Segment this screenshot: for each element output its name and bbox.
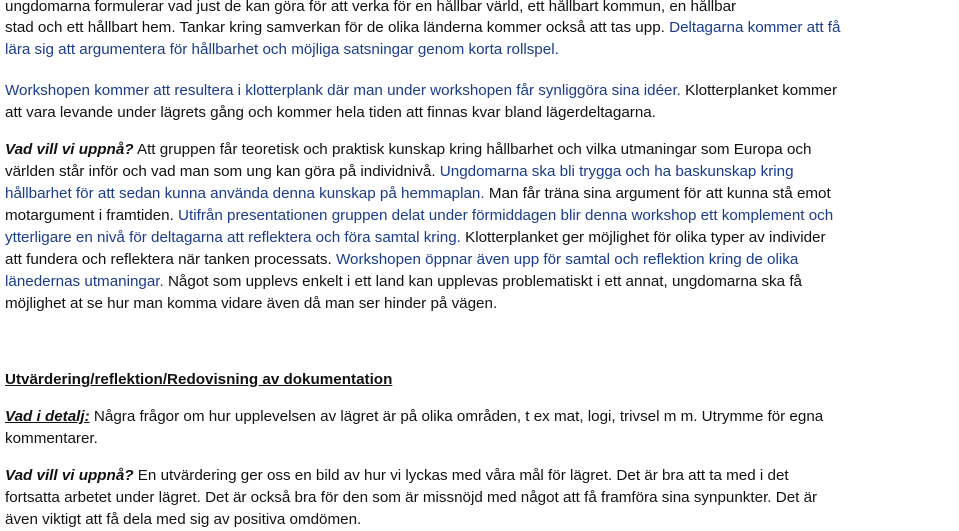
goal-line-4-tail: Utifrån presentationen gruppen delat under förmiddagen blir denna workshop ett komplement och (173, 207, 834, 224)
evaluation-goal-line-2-text: fortsatta arbetet under lägret. Det är också bra för den som är missnöjd med något att få framföra sina synpunkter. Det är (5, 489, 818, 506)
intro-line-2-text: stad och ett hållbart hem. Tankar kring samverkan för de olika länderna kommer också att tas upp. (5, 19, 665, 36)
intro-line-3 (5, 41, 559, 59)
goal-line-4-text: motargument i framtiden. (5, 207, 174, 224)
evaluation-heading-text: Utvärdering/reflektion/Redovisning av dokumentation (5, 371, 393, 388)
intro-line-1-text: ungdomarna formulerar vad just de kan göra för att verka för en hållbar värld, ett hållbart kommun, en hållbar (5, 0, 737, 15)
goal-line-3-text: hållbarhet för att sedan kunna använda denna kunskap på hemmaplan. (5, 185, 485, 202)
goal-line-5 (5, 229, 826, 247)
evaluation-goal-label: Vad vill vi uppnå? (5, 467, 134, 484)
detail-label: Vad i detalj: (5, 408, 90, 425)
evaluation-goal-line-3 (5, 511, 361, 529)
evaluation-goal-line-1 (5, 467, 789, 485)
workshop-line-1 (5, 82, 837, 100)
goal-line-2-tail: Ungdomarna ska bli trygga och ha baskunskap kring (435, 163, 794, 180)
detail-line-2-text: kommentarer. (5, 430, 98, 447)
goal-line-6 (5, 251, 798, 269)
goal-line-8 (5, 295, 497, 313)
goal-line-7-tail: Något som upplevs enkelt i ett land kan upplevas problematiskt i ett annat, ungdomarna ska få (163, 273, 802, 290)
goal-line-2-text: världen står inför och vad man som ung kan göra på individnivå. (5, 163, 436, 180)
evaluation-goal-line-2 (5, 489, 817, 507)
evaluation-detail-line-1 (5, 408, 823, 426)
goal-line-6-text: att fundera och reflektera när tanken processats. (5, 251, 332, 268)
goal-line-5-tail: Klotterplanket ger möjlighet för olika typer av individer (460, 229, 826, 246)
goal-line-8-text: möjlighet at se hur man komma vidare även då man ser hinder på vägen. (5, 295, 498, 312)
intro-line-2 (5, 19, 840, 37)
intro-line-3-text: lära sig att argumentera för hållbarhet och möjliga satsningar genom korta rollspel. (5, 41, 559, 58)
workshop-line-1-tail: Klotterplanket kommer (680, 82, 838, 99)
detail-line-1-text: Några frågor om hur upplevelsen av lägret är på olika områden, t ex mat, logi, trivsel m m. Utrymme för egna (89, 408, 824, 425)
evaluation-goal-line-1-text: En utvärdering ger oss en bild av hur vi lyckas med våra mål för lägret. Det är bra att ta med i det (133, 467, 789, 484)
intro-line-1 (5, 0, 736, 16)
goal-line-2 (5, 163, 794, 181)
evaluation-detail-line-2 (5, 430, 98, 448)
intro-line-2-tail: Deltagarna kommer att få (664, 19, 841, 36)
goal-label: Vad vill vi uppnå? (5, 141, 134, 158)
goal-line-5-text: ytterligare en nivå för deltagarna att reflektera och föra samtal kring. (5, 229, 461, 246)
goal-line-6-tail: Workshopen öppnar även upp för samtal och reflektion kring de olika (331, 251, 799, 268)
goal-line-4 (5, 207, 833, 225)
workshop-line-2-text: att vara levande under lägrets gång och kommer hela tiden att finnas kvar bland lägerdeltagarna. (5, 104, 656, 121)
goal-line-3-tail: Man får träna sina argument för att kunna stå emot (484, 185, 831, 202)
evaluation-heading (5, 371, 392, 389)
goal-line-7-text: länedernas utmaningar. (5, 273, 164, 290)
goal-line-1 (5, 141, 811, 159)
goal-line-1-text: Att gruppen får teoretisk och praktisk kunskap kring hållbarhet och vilka utmaningar som Europa och (133, 141, 812, 158)
workshop-line-1-text: Workshopen kommer att resultera i klotterplank där man under workshopen får synliggöra sina idéer. (5, 82, 681, 99)
evaluation-goal-line-3-text: även viktigt att få dela med sig av positiva omdömen. (5, 511, 362, 528)
workshop-line-2 (5, 104, 656, 122)
goal-line-7 (5, 273, 802, 291)
goal-line-3 (5, 185, 831, 203)
